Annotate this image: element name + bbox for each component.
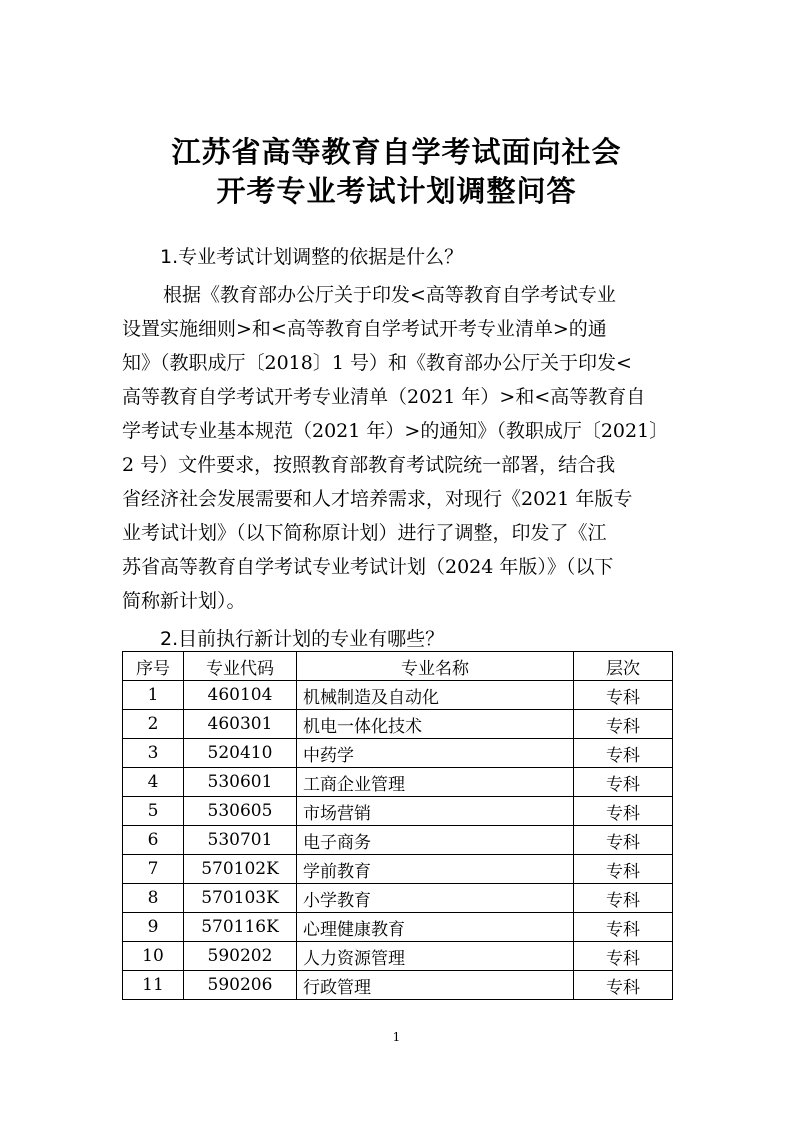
cell-serial-number: 1	[123, 681, 184, 710]
cell-level: 专科	[574, 797, 673, 826]
answer-line: 知》（教职成厅〔2018〕1 号）和《教育部办公厅关于印发<	[122, 352, 632, 374]
table-row	[123, 826, 673, 855]
answer-line: 2 号）文件要求，按照教育部教育考试院统一部署，结合我	[122, 454, 616, 476]
question-2-heading: 2.目前执行新计划的专业有哪些？	[160, 628, 445, 650]
cell-level: 专科	[574, 884, 673, 913]
cell-major-code: 570102K	[184, 855, 297, 884]
table-row	[123, 739, 673, 768]
table-row	[123, 855, 673, 884]
answer-line: 学考试专业基本规范（2021 年）>的通知》（教职成厅〔2021〕	[122, 420, 669, 442]
cell-major-name: 人力资源管理	[297, 942, 574, 971]
cell-serial-number: 5	[123, 797, 184, 826]
document-title-line-2: 开考专业考试计划调整问答	[216, 174, 577, 208]
cell-major-code: 530701	[184, 826, 297, 855]
cell-major-code: 460301	[184, 710, 297, 739]
cell-level: 专科	[574, 710, 673, 739]
cell-serial-number: 11	[123, 971, 184, 1000]
cell-serial-number: 4	[123, 768, 184, 797]
document-title-line-1: 江苏省高等教育自学考试面向社会	[171, 135, 622, 169]
cell-level: 专科	[574, 971, 673, 1000]
answer-line: 高等教育自学考试开考专业清单（2021 年）>和<高等教育自	[122, 386, 646, 408]
cell-major-name: 心理健康教育	[297, 913, 574, 942]
cell-serial-number: 2	[123, 710, 184, 739]
table-header-row	[123, 652, 673, 681]
cell-major-name: 工商企业管理	[297, 768, 574, 797]
table-row	[123, 768, 673, 797]
cell-level: 专科	[574, 739, 673, 768]
table-row	[123, 942, 673, 971]
cell-major-name: 机械制造及自动化	[297, 681, 574, 710]
cell-serial-number: 3	[123, 739, 184, 768]
cell-major-name: 行政管理	[297, 971, 574, 1000]
cell-level: 专科	[574, 942, 673, 971]
cell-serial-number: 10	[123, 942, 184, 971]
cell-level: 专科	[574, 826, 673, 855]
question-1-heading: 1.专业考试计划调整的依据是什么？	[160, 246, 464, 268]
cell-major-code: 590202	[184, 942, 297, 971]
cell-level: 专科	[574, 855, 673, 884]
cell-major-name: 学前教育	[297, 855, 574, 884]
table-row	[123, 913, 673, 942]
header-major-name: 专业名称	[297, 652, 574, 681]
header-level: 层次	[574, 652, 673, 681]
table-row	[123, 681, 673, 710]
answer-line: 简称新计划）。	[122, 590, 246, 612]
table-row	[123, 884, 673, 913]
cell-serial-number: 6	[123, 826, 184, 855]
cell-major-name: 机电一体化技术	[297, 710, 574, 739]
cell-major-code: 460104	[184, 681, 297, 710]
answer-line: 业考试计划》（以下简称原计划）进行了调整，印发了《江	[122, 522, 607, 544]
majors-table	[122, 651, 673, 1000]
answer-line: 省经济社会发展需要和人才培养需求，对现行《2021 年版专	[122, 488, 633, 510]
header-major-code: 专业代码	[184, 652, 297, 681]
page-number: 1	[392, 1030, 401, 1044]
answer-line: 设置实施细则>和<高等教育自学考试开考专业清单>的通	[122, 318, 607, 340]
table-row	[123, 971, 673, 1000]
cell-major-code: 590206	[184, 971, 297, 1000]
cell-level: 专科	[574, 913, 673, 942]
table-row	[123, 797, 673, 826]
cell-major-code: 530601	[184, 768, 297, 797]
cell-major-name: 中药学	[297, 739, 574, 768]
cell-level: 专科	[574, 681, 673, 710]
cell-serial-number: 9	[123, 913, 184, 942]
answer-line: 苏省高等教育自学考试专业考试计划（2024 年版）》（以下	[122, 556, 614, 578]
cell-serial-number: 7	[123, 855, 184, 884]
cell-major-name: 电子商务	[297, 826, 574, 855]
cell-major-code: 570116K	[184, 913, 297, 942]
cell-major-name: 小学教育	[297, 884, 574, 913]
cell-major-name: 市场营销	[297, 797, 574, 826]
cell-serial-number: 8	[123, 884, 184, 913]
table-row	[123, 710, 673, 739]
cell-major-code: 520410	[184, 739, 297, 768]
cell-level: 专科	[574, 768, 673, 797]
header-serial-number: 序号	[123, 652, 184, 681]
cell-major-code: 570103K	[184, 884, 297, 913]
answer-line: 根据《教育部办公厅关于印发<高等教育自学考试专业	[163, 284, 616, 306]
cell-major-code: 530605	[184, 797, 297, 826]
